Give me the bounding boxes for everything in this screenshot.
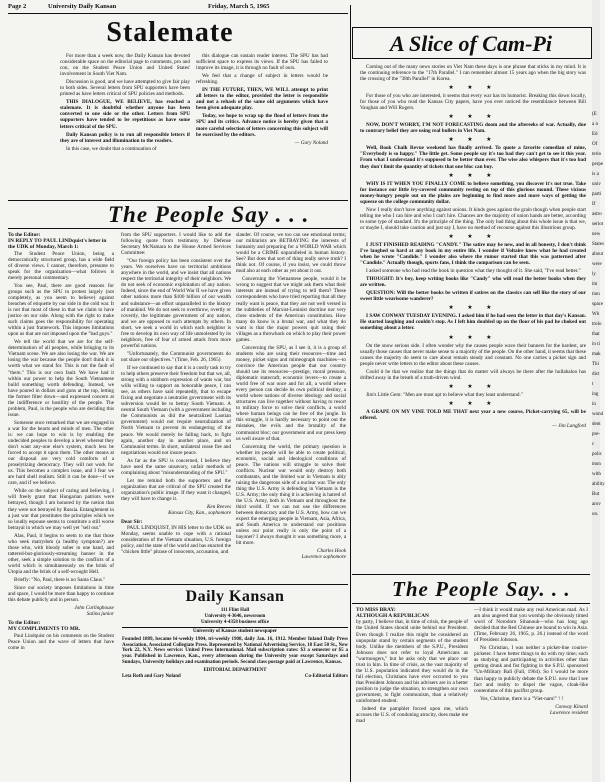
people-say-right-headline: The People Say. . . [392, 577, 571, 601]
edge-fragment: mon [592, 462, 601, 467]
letter-para: "Unfortunately, the Communist governments do not share our objectives." (Time, Feb. 26, 1965) [121, 350, 231, 363]
stalemate-para: For more than a week now, the Daily Kansan has devoted considerable space on the editorial page to comments, pro and con, on the Student Peace Union and United States' involvement in South Viet Nam. [60, 53, 190, 78]
cam-pi-para: Jim's Little Gem: "Men are most apt to believe what they least understand." [366, 391, 523, 398]
letter-para: If we continued to say that it is a costly task to try to help others preserve their freedom but that we, all, strong with a stubborn expression of wants war, but wills willing to support an honorable peace, I can see, as others have said repeatedly, that to escape fixing and negotiate a neutralist government with its subversion would be to betray South Vietnam. A neutral South Vietnam (with a government including the Communists as did the neutralized Laotian government) would not require neutralization of North Vietnam to prevent its endangering of the peace. We would merely be falling back, to fight again, another day in another place, and on Communist terms. In short, unilateral cease fire and negotiations would not insure peace. [121, 364, 231, 456]
edge-fragment: ability [592, 482, 605, 487]
letter-salutation: To the Editor: [8, 232, 41, 238]
column-divider [350, 5, 351, 782]
edge-fragment: Thi [592, 362, 599, 367]
star-divider: ★ ★ ★ [448, 400, 498, 407]
edge-fragment: wond [592, 412, 604, 417]
edge-fragment: trolo [592, 322, 602, 327]
stalemate-para: Today, we hope to wrap up the flood of letters from the SPU and its critics. Advance notice is hereby given that a more careful selection of letters concerning this subject will be exercised by the editors. [196, 113, 328, 138]
edge-fragment: a n [592, 122, 598, 127]
edge-fragment: mak [592, 352, 601, 357]
page-header [8, 3, 348, 13]
edge-fragment: about [592, 252, 604, 257]
letter-signature: Kansas City, Kan., sophomore [168, 510, 231, 517]
edge-fragment: Wh [592, 312, 600, 317]
letter-para: Concerning the world, the primary question is whether its people will be able to create political, economic, social and ideological conditions of peace. The nations will struggle to solve their conflicts. Nuclear war would only destroy both combatants, and the limited war in Vietnam is ably raising the dangerous side of a nuclear war. The only thing the U.S. Army is defending in Vietnam is the U.S. Army; the only thing it is achieving is hatred of the U.S. Army, both in Vietnam and throughout the third world. If we can not use the differences between democracy and the U.S. Army, how can we expect the emerging people in Vietnam, Asia, Africa, and South America to understand our positions unless our point really is only the point of a bayonet? I always thought it was something more, a bit more. [236, 443, 346, 547]
star-divider: ★ ★ ★ [448, 233, 498, 240]
edge-fragment: (E [592, 112, 597, 117]
letter-para: Indeed the pamphlet forced upon me, which accuses the U.S. of condoning atrocity, does make me mad [356, 706, 468, 725]
letter-para: slander. Of course, we too can use emotional terms; our militarists are BETRAYING the interests of humanity and preparing for a WORLD WAR which would be a CRIME unparalleled in human history. See? But does that sort of thing really serve truth? I think not. Of course, if you insist, we could throw mud also at each other as yet about it out. [236, 232, 346, 275]
stalemate-para: In this case, we doubt that a continuation of [66, 145, 157, 152]
cam-pi-para: On the snow serious side. I often wonder why the causes people wave their banners for the hardest, are usually those causes that never make sense to a majority of the people. On the other hand, it seems that these causes the majority do seem to care about remain steady and constant. No one carries a picket sign and people never write letters to the editor about these causes. [360, 342, 586, 367]
stalemate-col-2 [196, 53, 328, 193]
letter-para: As far as the SPU is concerned, I believe they have used the same unsavory, unfair methods of complaining about "misunderstanding of the SPU." [121, 457, 231, 476]
masthead-phone: University 4-4358 business office [200, 619, 270, 625]
edge-fragment: that [592, 332, 600, 337]
adjacent-page-text [592, 110, 605, 520]
edge-fragment: ly im [592, 272, 598, 287]
edge-fragment: in ti [592, 342, 600, 347]
masthead-dept: EDITORIAL DEPARTMENT [203, 668, 267, 674]
letter-para: No Christian, I was neither a picket-line courier-picketer. I have better things to do with my time; such as studying and participating in activities other than getting drunk and fist fighting in the S.P.U. sponsored "Un-Military Ball (Fall, 1964). So I would be more than happy to publicly debate the S.P.U. now that I see fact and reality to dispel the vague, cloak-like contentions of this pacifist group. [474, 645, 588, 694]
edge-fragment: seriot [592, 222, 604, 227]
masthead-logo: Daily Kansan [185, 588, 285, 605]
edge-fragment: new [592, 232, 601, 237]
letter-lead: MY COMPLIMENTS TO MR. [8, 626, 81, 633]
cam-pi-para: THOUGHT: It's boy, keep writing books like "Candy" who will read the better books when they are written. [360, 276, 586, 289]
cam-pi-para: I SAW CONWAY TUESDAY EVENING. I asked him if he had seen the letter in that day's Kansan. He started laughing and couldn't stop. As I left him doubled up on the floor of his pad he choked out something about a letter. [360, 313, 586, 332]
edge-fragment: is a [592, 172, 599, 177]
letter-para: "Our foreign policy has been consistent over the years. We ourselves have no territorial ambitions anywhere in the world, and we insist that all nations respect the territorial integrity of their neighbors. We do not seek of economic exploitation of any nation. Indeed, since the end of World War II we have given other nations more than $100 billion of our wealth and substance—an effort unparalleled in the history of mankind. We do not seek to overthrow, overtly or covertly, the legitimate government of any nation, and we are opposed to such attempts by others. In short, we seek a world in which each neighbor is free to develop its own way of life unmolested by its neighbors, free of fear of armed attack from more powerful nations. [121, 258, 231, 349]
letter-para: PAUL LINDQUIST, IN HIS letter to the UDK on Monday, seems unable to cope with a rational consideration of the Vietnam situation, U.S. foreign policy, and the state of the world and has enacted the "chicken little" phrase of innocents, accusation, and [121, 525, 231, 556]
star-divider: ★ ★ ★ [448, 305, 498, 312]
star-divider: ★ ★ ★ [448, 114, 498, 121]
edge-fragment: were [592, 262, 602, 267]
letter-signature: Lawrence resident [549, 709, 588, 716]
cam-pi-para: For those of you who are interested, it seems that every war has its humorist. Breaking this down locally, for those of you who read the Kansas City papers, have you ever noticed the resemblance between Bill Vaughan and Will Rogers. [360, 93, 586, 112]
letters-col-1 [8, 232, 114, 780]
edge-fragment: on. [592, 512, 599, 517]
cam-pi-para: Now I really don't have anything against unions. It kinds goes against the grain though when people start telling me who I can hire and who I can't hire. Chances are the majority of union hands are better, according to some type of standard. It's the principle of the thing. The only bad thing about this whole issue is that we, or maybe I, should take caution and just say I, have no method of recourse against this illustrious group. [360, 206, 586, 231]
paper-name: University Daily Kansan [48, 3, 117, 10]
cam-pi-column [360, 64, 586, 572]
letters-col-2 [121, 232, 231, 584]
letter-salutation: To the Editor: [8, 620, 41, 627]
edge-fragment: If [592, 202, 596, 207]
letter-signature: Charles Hook [317, 548, 346, 555]
masthead-phone: University 4-3646, newsroom [204, 613, 266, 619]
stalemate-para: We feel that a change of subject in letters would be refreshing. [196, 73, 328, 86]
stalemate-col-1 [60, 53, 190, 193]
letter-para: by party, I believe that, in time of crisis, the people of the United States should unite behind our President. Even though I realize this might be considered an unpopular stand by certain segments of the student body. Unlike the members of the S.P.U., President Johnson does not refer to loyal Americans as "warmongers," but he asks only that we place our trust in him. In time of crisis, as the vast majority of the U.S. population indicated they would do in the fall election, Christians have ever occurred to you that President Johnson and his advisers are in a better position to judge the situation, to strengthen our own government, to fight communism, than a relatively uninformed student. [356, 619, 468, 705]
cam-pi-para: QUESTION: Will the better books be written if satires on the classics can sell like the story of our sweet little wearisome wanderer? [360, 290, 586, 303]
people-say-headline: The People Say . . . [108, 202, 310, 227]
letter-para: Concerning the Vietnamese people, would it be wrong to suggest that we might ask them what their interests are instead of trying to tell them? These correspondents who have tried reporting that all they really want is peace, that they are not well versed in the subtleties of Marxist-Leninist doctrine nor very close students of the American constitution. How many do know is a brutal war, and what they do want is that the major powers quit using their villages as a throwback on which to play their power games. [236, 276, 346, 343]
edge-fragment: But [592, 492, 600, 497]
masthead-rule [120, 584, 348, 585]
stalemate-para: THIS DIALOGUE, WE BELIEVE, has reached a stalemate. It is doubtful whether anyone has been converted to one side or the other. Letters from SPU supporters have tended to be repetitious as have some letters critical of the SPU. [60, 99, 190, 130]
edge-fragment: parti [592, 192, 602, 197]
edge-fragment: dent [592, 422, 601, 427]
letter-para: Briefly: "No, Paul, there is no Santa Claus." [14, 577, 106, 584]
stalemate-para: Discussion is good, and we have attempted to give fair play to both sides. Several letters from SPU supporters have been printed as have letters critical of SPU policies and methods. [60, 79, 190, 98]
letters-right-col-2 [474, 607, 588, 781]
editors-names: Leta Roth and Gary Noland [122, 673, 181, 679]
letters-col-3 [236, 232, 346, 584]
edge-fragment: astro [592, 212, 602, 217]
letters-right-col-1 [356, 607, 468, 781]
letter-signature: Salina junior [86, 611, 114, 618]
edge-fragment: perpe [592, 162, 604, 167]
cam-pi-para: WHY IS IT WHEN YOU FINALLY COME to believe something, you discover it's not true. Take for instance our little ivy-covered community resting on top of this glorious mound. These vicious money-hungry people out on the plains are beginning to find more and more ways of getting the squeeze on the college community dollar. [360, 180, 586, 205]
star-divider: ★ ★ ★ [448, 137, 498, 144]
letter-para: Concerning the SPU, as I see it, it is a group of students who are using their resources—time and money, picket signs and mimeograph machines—to convince the American people that our country should use its resources—prestige, moral pressure, diplomatic statecraft, economic levers—to create a world free of war once and for all, a world where every person can decide its own political destiny, a world where nations of diverse ideology and social structures can live together without having to resort to military force to solve their conflicts, a world where human beings can be free of the jungle. In this struggle, it is hardly necessary to point out the mistakes, the evils and the brutality of the communist bloc; our government and our press keep us well aware of that. [236, 344, 346, 442]
edge-fragment: Ed [592, 132, 598, 137]
star-divider: ★ ★ ★ [448, 85, 498, 92]
letter-para: Yes, Christine, there is a "Viet-nam!" ! ! [480, 695, 564, 702]
header-rule [8, 13, 348, 14]
letter-salutation: TO MISS BRAY: [356, 607, 396, 613]
edge-fragment: univ [592, 182, 601, 187]
letter-signature: Conway Kinard [555, 703, 588, 710]
letter-para: You see, Paul, there are good reasons for groups such as the SPU to protest largely (not completely, as you seem to believe) against breaches of etiquette by our side in the cold war. It is not that most of these in that we claim to have justice on our side. Along with the right to make such claims goes the responsibility for operating within a just framework. This imposes limitations upon us that are not imposed upon the "bad guys." [8, 282, 114, 338]
star-divider: ★ ★ ★ [448, 334, 498, 341]
cam-pi-para: I JUST FINISHED READING "CANDY." The satire may be new, and in all honesty, I don't think I've laughed so hard at any book in my entire life. I wonder if Voltaire knew what he had created when he wrote "Candide." I wonder also where the rumor started that this was patterned after "Candide." Actually though, sports fans, I think the comparison can be seen. [360, 241, 586, 267]
edge-fragment: tion [592, 292, 600, 297]
star-divider: ★ ★ ★ [448, 172, 498, 179]
letter-para: from the SPU supporters. I would like to add the following quote from testimony by Defense Secretary McNamara to the House Armed Services Committee: [121, 232, 231, 257]
letter-signature: Lawrence sophomore [301, 554, 346, 561]
letter-lead: ALTHOUGH A REPUBLICAN [356, 613, 429, 620]
edge-fragment: Of [592, 142, 598, 147]
cam-pi-para: A GRAPE ON MY VINE TOLD ME THAT next year a new course, Picket-carrying 65, will be offered. [360, 408, 586, 421]
letter-lead: IN REPLY TO PAUL LINDquist's letter in the UDK of Monday, March 1: [8, 238, 107, 251]
section-rule [352, 603, 590, 604]
stalemate-signature: — Gary Noland [294, 139, 328, 146]
edge-fragment: space [592, 302, 604, 307]
edge-fragment: terio [592, 152, 602, 157]
masthead-body: Founded 1889, became bi-weekly 1904, tri-weekly 1908, daily Jan. 16, 1912. Member Inland Daily Press Association, Associated Collegiate Press. Represented by National Advertising Service, 18 East 50 St., New York 22, N.Y. News service: United Press International. Mail subscription rates: $3 a semester or $5 a year. Published in Lawrence, Kan., every afternoon during the University year except Saturdays and Sundays, University holidays and examination periods. Second class postage paid at Lawrence, Kansas. [122, 637, 348, 665]
issue-date: Friday, March 5, 1965 [208, 3, 270, 10]
stalemate-para: this dialogue can sustain reader interest. The SPU has had sufficient space to express its views. If the SPU has failed to improve its image, it is through no fault of ours. [196, 53, 328, 72]
star-divider: ★ ★ ★ [448, 383, 498, 390]
cam-pi-para: Coming out of the many news stories on Viet Nam these days is one phrase that sticks in my mind. It is the continuing reference to the "17th Parallel." I can remember almost 15 years ago when the big story was the crossing of the "38th Parallel" in Korea. [360, 64, 586, 83]
edge-fragment: ing in [592, 392, 599, 407]
cam-pi-para: Could it be that we realize that the things that do matter will always be there after the hullabaloo has drifted away in the breath of a truth-driven wind. [360, 368, 586, 381]
letter-para: Let me remind both the supporters and the organization that are critical of the SPU created the organization's public image. If they want it changed, they will have to change it. [121, 477, 231, 502]
cam-pi-para: Well, Book Chalk Revue weekend has finally arrived. To quote a favorite comedian of mine, "Everybody is so happy." The little get. Some people say it's too bad they can't get to see it this year. From what I understand it's supposed to be better than ever. The wise also whispers that it's too bad they don't limit the quantity of tickets that one bloc can buy. [360, 145, 586, 170]
edge-fragment: States [592, 242, 604, 247]
section-rule [352, 574, 590, 575]
cam-pi-para: I asked someone who had read the book in question what they thought of it. She said, "I've read better." [366, 268, 581, 275]
stalemate-headline: Stalemate [106, 17, 234, 48]
letter-para: Since our society imposes limitations in time and space, I would be more than happy to continue this debate publicly and in person. [8, 585, 114, 604]
edge-fragment: with [592, 472, 601, 477]
letter-para: We tell the world that we are for the self-determination of all peoples, while bringing to its Vietnam scene. We are also losing the war. We are losing the war because the people don't think it is worth what we stand for. This is not the fault of "them." This is our own fault. We have had it within our power to help the South Vietnamese build something worth defending. Instead, we have poured in dollars and guns at the top, letting the former filter down—and expressed concern at the indifference or hostility of the people. The problem, Paul, is the people who are deciding this issue. [8, 339, 114, 418]
edge-fragment: arov [592, 502, 601, 507]
masthead-university: University of Kansas student newspaper [193, 629, 277, 635]
letter-salutation: Dear Sir: [121, 519, 143, 526]
letter-para: Alas, Paul, it begins to seem to me that those who seek matrydom (a healthy symptom?) are those who, with bloody sober in one hand, and tattered-but-gloriously-streaming banner in the other, seek a simple solution to the conflicts of a world which is simultaneously on the brink of Utopia and the brink of a self-wrought Hell. [8, 532, 114, 575]
edge-fragment: dict t [592, 372, 600, 387]
section-rule [8, 228, 348, 229]
cam-pi-signature: — Jim Langford [552, 422, 586, 429]
letter-signature: Ken Reeves [206, 504, 231, 511]
masthead-editors [122, 674, 348, 680]
edge-fragment: polic [592, 452, 602, 457]
letter-signature: John Carlinghouse [74, 605, 114, 612]
section-rule [8, 200, 348, 201]
cam-pi-headline: A Slice of Cam-Pi [390, 31, 552, 56]
letter-para: Someone once remarked that we are engaged in a war for the hearts and minds of men. The other is: we can hope to win is by enabling the undecided peoples to develop a level whereat they don't want any-one else's system, much less be forced to accept it upon them. The other means at our disposal are very cold comforts of a proselytizing democracy. They will not work for us. This becomes a complex issue, and I fear we are hard shell realism. Still it can be done—if we care, and if we believe. [8, 419, 114, 487]
masthead-address: 111 Flint Hall [220, 608, 250, 613]
stalemate-para: Daily Kansan policy is to run all responsible letters if they are of interest and illumination to the readers. [60, 131, 190, 144]
letter-para: —I think it would make any real American mad. As I am also angered that you worship the obviously timed word of Norodom Sihanouk—who has long ago decided that the Red Chinese are bound to win in Asia. (Time, February 26, 1965, p. 26.) instead of the word of President Johnson. [474, 607, 588, 644]
masthead [122, 588, 348, 680]
letter-para: Paul Lindquist on his comments on the Student Peace Union and the wave of letters that have come in [8, 632, 114, 651]
edge-fragment: pre-c [592, 432, 601, 447]
editors-title: Co-Editorial Editors [304, 673, 348, 679]
letter-para: While on the subject of caring and believing, I will freely grant that Hungarian patriots were betrayed, though I am honored by the notion that they were not betrayed by Russia. Entanglement in a just war that prostitutes the principles which we so loudly espouse seems to constitute a still worse betrayal in which we may well yet "sell out." [8, 488, 114, 531]
stalemate-para: IN THE FUTURE, THEN, WE WILL attempt to print all letters to the editor, provided the letter is responsible and not a rehash of the same old arguments which have been given adequate play. [196, 87, 328, 112]
cam-pi-para: NOW, DON'T WORRY, I'M NOT FORECASTING doom and the aftereeks of war. Actually, due to contrary belief they are using real bullets in Viet Nam. [360, 122, 586, 135]
letter-para: The Student Peace Union, being a democratically structured group, has a wide field of diverse views. I cannot, therefore, presume to speak for the organization—what follows is merely personal commentary. [8, 250, 114, 281]
page-number: Page 2 [8, 3, 27, 10]
